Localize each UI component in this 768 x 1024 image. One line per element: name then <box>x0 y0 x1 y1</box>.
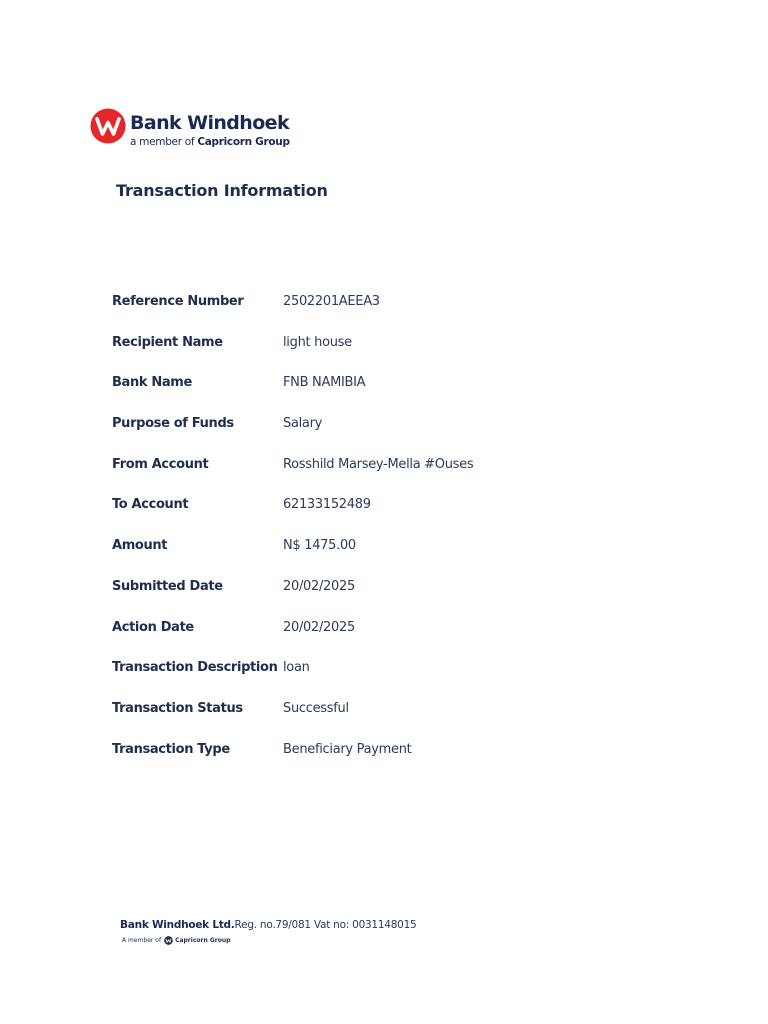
detail-row-transaction-status <box>112 699 592 740</box>
detail-value: FNB NAMIBIA <box>283 375 366 391</box>
detail-value: Beneficiary Payment <box>283 741 412 757</box>
detail-label: Recipient Name <box>112 334 223 350</box>
transaction-details <box>112 292 592 780</box>
detail-row-reference-number <box>112 292 592 333</box>
bank-windhoek-logo-icon <box>90 108 126 144</box>
bank-logo <box>90 108 290 149</box>
footer-member-prefix: A member of <box>122 937 162 944</box>
detail-value: 20/02/2025 <box>283 578 355 594</box>
brand-tagline-prefix: a member of <box>130 136 195 148</box>
detail-value: 20/02/2025 <box>283 619 355 635</box>
footer-registration-line <box>120 917 416 933</box>
footer-member-group: Capricorn Group <box>175 937 231 944</box>
capricorn-logo-icon <box>164 936 173 945</box>
detail-label: Transaction Description <box>112 660 278 676</box>
detail-value: light house <box>283 334 352 350</box>
detail-label: Action Date <box>112 619 194 635</box>
brand-tagline-group: Capricorn Group <box>197 136 290 148</box>
footer-registration: Reg. no.79/081 Vat no: 0031148015 <box>234 919 417 931</box>
detail-row-bank-name <box>112 373 592 414</box>
detail-label: Transaction Type <box>112 741 230 757</box>
detail-row-recipient-name <box>112 333 592 374</box>
detail-value: 62133152489 <box>283 497 371 513</box>
detail-label: Bank Name <box>112 375 192 391</box>
detail-value: loan <box>283 660 310 676</box>
detail-label: Submitted Date <box>112 578 223 594</box>
detail-row-transaction-description <box>112 658 592 699</box>
detail-label: Purpose of Funds <box>112 416 234 432</box>
detail-row-to-account <box>112 495 592 536</box>
detail-row-purpose-of-funds <box>112 414 592 455</box>
brand-name: Bank Windhoek <box>130 112 289 134</box>
footer-member-line <box>122 936 416 945</box>
footer-company-name: Bank Windhoek Ltd. <box>120 919 235 931</box>
detail-label: Reference Number <box>112 294 244 309</box>
detail-value: Salary <box>283 416 323 432</box>
detail-row-action-date <box>112 618 592 659</box>
detail-value: Rosshild Marsey-Mella #Ouses <box>283 456 474 472</box>
page-title: Transaction Information <box>116 181 328 200</box>
detail-label: Transaction Status <box>112 700 243 716</box>
detail-value: Successful <box>283 700 349 716</box>
detail-value: 2502201AEEA3 <box>283 294 380 309</box>
detail-label: To Account <box>112 497 189 513</box>
detail-value: N$ 1475.00 <box>283 538 356 554</box>
detail-label: From Account <box>112 456 209 472</box>
page-footer <box>120 917 416 945</box>
detail-row-amount <box>112 536 592 577</box>
brand-tagline <box>130 135 290 149</box>
detail-row-submitted-date <box>112 577 592 618</box>
detail-row-transaction-type <box>112 740 592 781</box>
detail-label: Amount <box>112 538 168 554</box>
detail-row-from-account <box>112 455 592 496</box>
